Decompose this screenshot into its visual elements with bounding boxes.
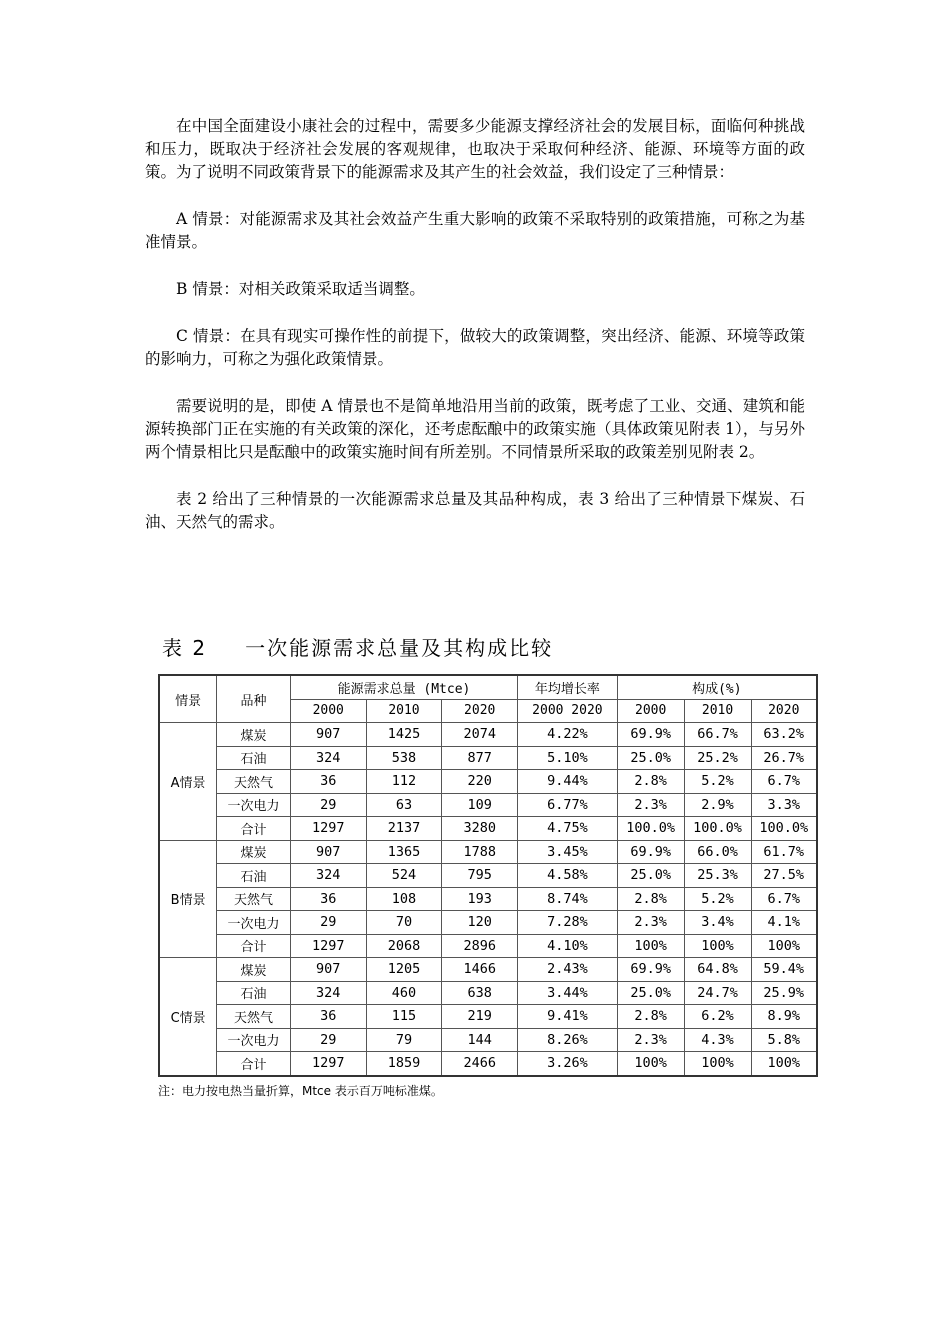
value-cell: 2.8% bbox=[617, 887, 684, 911]
value-cell: 2.8% bbox=[617, 770, 684, 794]
value-cell: 524 bbox=[366, 864, 442, 888]
value-cell: 66.0% bbox=[684, 840, 751, 864]
kind-cell: 石油 bbox=[217, 981, 291, 1005]
kind-cell: 天然气 bbox=[217, 770, 291, 794]
value-cell: 25.2% bbox=[684, 746, 751, 770]
value-cell: 115 bbox=[366, 1005, 442, 1029]
value-cell: 2896 bbox=[442, 934, 518, 958]
value-cell: 25.9% bbox=[751, 981, 817, 1005]
value-cell: 1297 bbox=[290, 1052, 366, 1076]
table-row bbox=[159, 864, 817, 888]
value-cell: 2.43% bbox=[518, 958, 618, 982]
value-cell: 2074 bbox=[442, 723, 518, 747]
value-cell: 3.4% bbox=[684, 911, 751, 935]
value-cell: 324 bbox=[290, 864, 366, 888]
value-cell: 36 bbox=[290, 1005, 366, 1029]
value-cell: 70 bbox=[366, 911, 442, 935]
table-body bbox=[159, 723, 817, 1076]
value-cell: 795 bbox=[442, 864, 518, 888]
value-cell: 59.4% bbox=[751, 958, 817, 982]
value-cell: 100% bbox=[617, 934, 684, 958]
value-cell: 460 bbox=[366, 981, 442, 1005]
value-cell: 6.7% bbox=[751, 887, 817, 911]
header-year: 2020 bbox=[442, 699, 518, 723]
value-cell: 877 bbox=[442, 746, 518, 770]
table-number: 表 2 bbox=[162, 636, 208, 660]
table-row bbox=[159, 770, 817, 794]
kind-cell: 一次电力 bbox=[217, 793, 291, 817]
value-cell: 29 bbox=[290, 1028, 366, 1052]
header-structure-year: 2020 bbox=[751, 699, 817, 723]
value-cell: 6.2% bbox=[684, 1005, 751, 1029]
table-row bbox=[159, 746, 817, 770]
value-cell: 100% bbox=[684, 934, 751, 958]
value-cell: 8.74% bbox=[518, 887, 618, 911]
table-row bbox=[159, 1005, 817, 1029]
paragraph-scenario-c: C 情景：在具有现实可操作性的前提下，做较大的政策调整，突出经济、能源、环境等政策的影响力，可称之为强化政策情景。 bbox=[145, 327, 805, 368]
value-cell: 108 bbox=[366, 887, 442, 911]
table-row bbox=[159, 934, 817, 958]
value-cell: 638 bbox=[442, 981, 518, 1005]
document-body bbox=[145, 115, 805, 558]
value-cell: 2137 bbox=[366, 817, 442, 841]
table-row bbox=[159, 723, 817, 747]
kind-cell: 天然气 bbox=[217, 1005, 291, 1029]
header-growth-period: 2000 2020 bbox=[518, 699, 618, 723]
table-row bbox=[159, 911, 817, 935]
value-cell: 25.3% bbox=[684, 864, 751, 888]
kind-cell: 合计 bbox=[217, 934, 291, 958]
table-row bbox=[159, 817, 817, 841]
value-cell: 29 bbox=[290, 911, 366, 935]
value-cell: 2.8% bbox=[617, 1005, 684, 1029]
table-caption: 一次能源需求总量及其构成比较 bbox=[245, 636, 554, 660]
table-row bbox=[159, 1052, 817, 1076]
kind-cell: 一次电力 bbox=[217, 911, 291, 935]
paragraph-scenario-b: B 情景：对相关政策采取适当调整。 bbox=[176, 280, 425, 298]
value-cell: 3.3% bbox=[751, 793, 817, 817]
value-cell: 100% bbox=[617, 1052, 684, 1076]
value-cell: 2068 bbox=[366, 934, 442, 958]
value-cell: 220 bbox=[442, 770, 518, 794]
kind-cell: 煤炭 bbox=[217, 723, 291, 747]
value-cell: 2.3% bbox=[617, 793, 684, 817]
value-cell: 5.2% bbox=[684, 770, 751, 794]
table-row bbox=[159, 958, 817, 982]
value-cell: 79 bbox=[366, 1028, 442, 1052]
value-cell: 4.22% bbox=[518, 723, 618, 747]
value-cell: 193 bbox=[442, 887, 518, 911]
value-cell: 5.2% bbox=[684, 887, 751, 911]
header-structure-year: 2000 bbox=[617, 699, 684, 723]
value-cell: 64.8% bbox=[684, 958, 751, 982]
kind-cell: 天然气 bbox=[217, 887, 291, 911]
value-cell: 69.9% bbox=[617, 840, 684, 864]
value-cell: 1297 bbox=[290, 934, 366, 958]
paragraph-explanation: 需要说明的是，即使 A 情景也不是简单地沿用当前的政策，既考虑了工业、交通、建筑和能源转换部门正在实施的有关政策的深化，还考虑酝酿中的政策实施（具体政策见附表 1），与另外两个情景相比只是酝酿中的政策实施时间有所差别。不同情景所采取的政策差别见附表 2。 bbox=[145, 397, 805, 461]
value-cell: 36 bbox=[290, 887, 366, 911]
value-cell: 63 bbox=[366, 793, 442, 817]
value-cell: 7.28% bbox=[518, 911, 618, 935]
value-cell: 1859 bbox=[366, 1052, 442, 1076]
value-cell: 1466 bbox=[442, 958, 518, 982]
value-cell: 4.58% bbox=[518, 864, 618, 888]
value-cell: 1297 bbox=[290, 817, 366, 841]
header-structure: 构成(%) bbox=[617, 675, 817, 699]
value-cell: 3280 bbox=[442, 817, 518, 841]
table-row bbox=[159, 840, 817, 864]
value-cell: 6.7% bbox=[751, 770, 817, 794]
value-cell: 100% bbox=[751, 1052, 817, 1076]
energy-demand-table bbox=[158, 674, 818, 1077]
value-cell: 25.0% bbox=[617, 864, 684, 888]
header-kind: 品种 bbox=[217, 675, 291, 723]
value-cell: 3.45% bbox=[518, 840, 618, 864]
value-cell: 25.0% bbox=[617, 746, 684, 770]
value-cell: 2466 bbox=[442, 1052, 518, 1076]
value-cell: 9.41% bbox=[518, 1005, 618, 1029]
value-cell: 100% bbox=[751, 934, 817, 958]
header-year: 2010 bbox=[366, 699, 442, 723]
kind-cell: 一次电力 bbox=[217, 1028, 291, 1052]
value-cell: 5.10% bbox=[518, 746, 618, 770]
value-cell: 100.0% bbox=[617, 817, 684, 841]
value-cell: 1205 bbox=[366, 958, 442, 982]
value-cell: 538 bbox=[366, 746, 442, 770]
value-cell: 2.3% bbox=[617, 1028, 684, 1052]
value-cell: 120 bbox=[442, 911, 518, 935]
value-cell: 69.9% bbox=[617, 723, 684, 747]
value-cell: 324 bbox=[290, 981, 366, 1005]
value-cell: 26.7% bbox=[751, 746, 817, 770]
table-row bbox=[159, 887, 817, 911]
value-cell: 27.5% bbox=[751, 864, 817, 888]
value-cell: 4.3% bbox=[684, 1028, 751, 1052]
value-cell: 4.10% bbox=[518, 934, 618, 958]
header-growth: 年均增长率 bbox=[518, 675, 618, 699]
value-cell: 4.75% bbox=[518, 817, 618, 841]
value-cell: 63.2% bbox=[751, 723, 817, 747]
scenario-cell: C情景 bbox=[159, 958, 217, 1076]
value-cell: 109 bbox=[442, 793, 518, 817]
kind-cell: 石油 bbox=[217, 746, 291, 770]
value-cell: 907 bbox=[290, 958, 366, 982]
value-cell: 69.9% bbox=[617, 958, 684, 982]
header-structure-year: 2010 bbox=[684, 699, 751, 723]
header-scenario: 情景 bbox=[159, 675, 217, 723]
value-cell: 112 bbox=[366, 770, 442, 794]
value-cell: 907 bbox=[290, 840, 366, 864]
paragraph-scenario-a: A 情景：对能源需求及其社会效益产生重大影响的政策不采取特别的政策措施，可称之为基准情景。 bbox=[145, 210, 805, 251]
value-cell: 907 bbox=[290, 723, 366, 747]
value-cell: 1788 bbox=[442, 840, 518, 864]
scenario-cell: A情景 bbox=[159, 723, 217, 841]
value-cell: 9.44% bbox=[518, 770, 618, 794]
header-year: 2000 bbox=[290, 699, 366, 723]
value-cell: 29 bbox=[290, 793, 366, 817]
scenario-cell: B情景 bbox=[159, 840, 217, 958]
value-cell: 36 bbox=[290, 770, 366, 794]
kind-cell: 煤炭 bbox=[217, 958, 291, 982]
value-cell: 4.1% bbox=[751, 911, 817, 935]
value-cell: 8.26% bbox=[518, 1028, 618, 1052]
value-cell: 66.7% bbox=[684, 723, 751, 747]
value-cell: 219 bbox=[442, 1005, 518, 1029]
table-row bbox=[159, 981, 817, 1005]
value-cell: 324 bbox=[290, 746, 366, 770]
kind-cell: 煤炭 bbox=[217, 840, 291, 864]
kind-cell: 石油 bbox=[217, 864, 291, 888]
table-title bbox=[162, 632, 828, 661]
value-cell: 100.0% bbox=[684, 817, 751, 841]
table-row bbox=[159, 1028, 817, 1052]
value-cell: 1425 bbox=[366, 723, 442, 747]
value-cell: 1365 bbox=[366, 840, 442, 864]
paragraph-table-reference: 表 2 给出了三种情景的一次能源需求总量及其品种构成，表 3 给出了三种情景下煤炭、石油、天然气的需求。 bbox=[145, 490, 805, 531]
value-cell: 24.7% bbox=[684, 981, 751, 1005]
table-note: 注：电力按电热当量折算，Mtce 表示百万吨标准煤。 bbox=[158, 1083, 443, 1098]
value-cell: 8.9% bbox=[751, 1005, 817, 1029]
value-cell: 3.26% bbox=[518, 1052, 618, 1076]
kind-cell: 合计 bbox=[217, 1052, 291, 1076]
table-figure bbox=[158, 632, 828, 1099]
paragraph-intro: 在中国全面建设小康社会的过程中，需要多少能源支撑经济社会的发展目标，面临何种挑战和压力，既取决于经济社会发展的客观规律，也取决于采取何种经济、能源、环境等方面的政策。为了说明不同政策背景下的能源需求及其产生的社会效益，我们设定了三种情景： bbox=[145, 117, 805, 181]
value-cell: 25.0% bbox=[617, 981, 684, 1005]
value-cell: 100.0% bbox=[751, 817, 817, 841]
header-total: 能源需求总量 (Mtce) bbox=[290, 675, 517, 699]
value-cell: 3.44% bbox=[518, 981, 618, 1005]
value-cell: 6.77% bbox=[518, 793, 618, 817]
value-cell: 2.3% bbox=[617, 911, 684, 935]
table-row bbox=[159, 793, 817, 817]
value-cell: 2.9% bbox=[684, 793, 751, 817]
value-cell: 61.7% bbox=[751, 840, 817, 864]
value-cell: 100% bbox=[684, 1052, 751, 1076]
value-cell: 144 bbox=[442, 1028, 518, 1052]
kind-cell: 合计 bbox=[217, 817, 291, 841]
value-cell: 5.8% bbox=[751, 1028, 817, 1052]
